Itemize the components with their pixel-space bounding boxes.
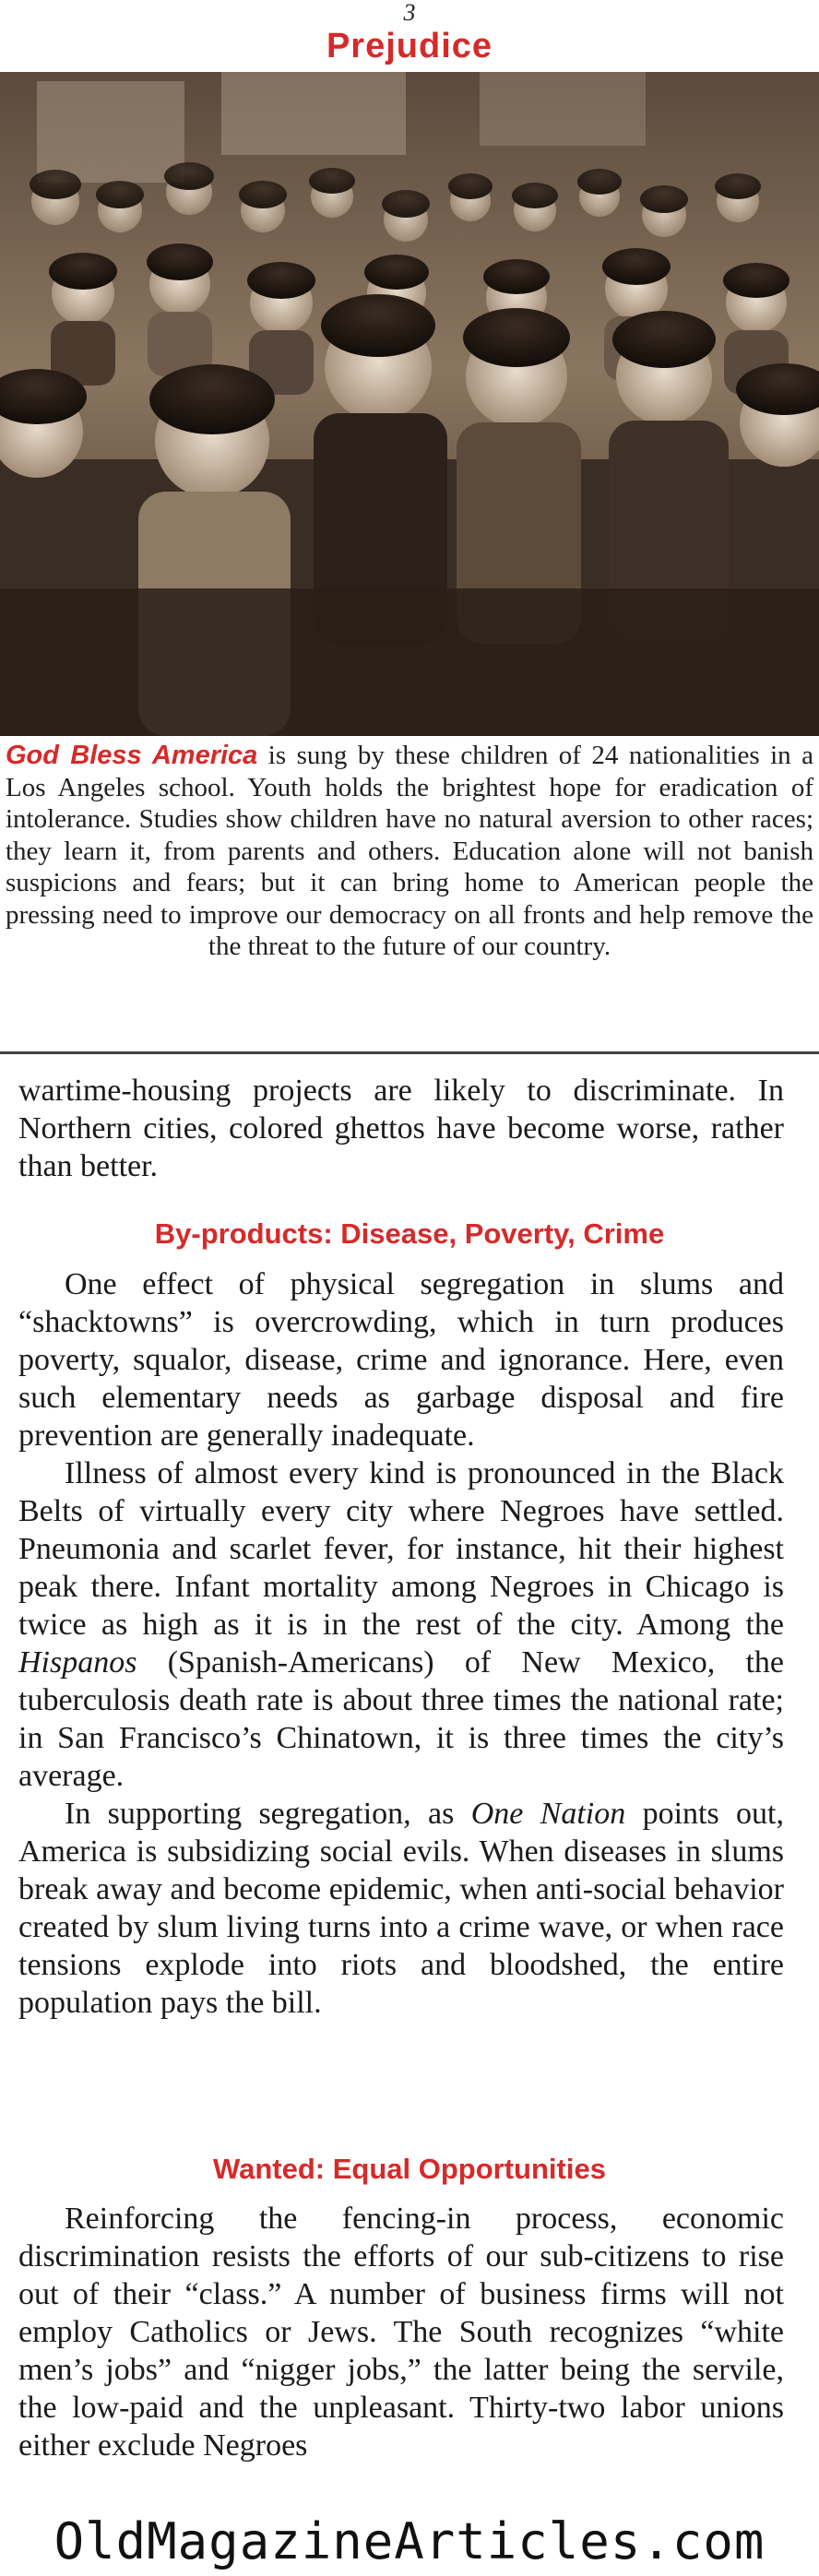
paragraph-italic: One Nation [470,1797,626,1831]
divider-rule [0,1051,819,1054]
section-body-byproducts [18,1265,784,2022]
photo-caption [6,740,813,963]
section-heading-opportunities: Wanted: Equal Opportunities [213,2153,606,2185]
article-intro [18,1072,784,1185]
paragraph [18,1795,784,2022]
paragraph: One effect of physical segregation in slums and “shacktowns” is overcrowding, which in turn produces poverty, squalor, disease, crime and ignorance. Here, even such elementary needs as garbage disposal and fire prevention are generally inadequate. [18,1267,784,1453]
site-watermark: OldMagazineArticles.com [0,2507,819,2576]
caption-text: is sung by these children of 24 nationalities in a Los Angeles school. Youth holds the brightest hope for eradication of intolerance. Studies show children have no natural aversion to other races; they learn it, from parents and others. Education alone will not banish suspicions and fears; but it can bring home to American people the pressing need to improve our democracy on all fronts and help remove the the threat to the future of our country. [6,741,813,961]
paragraph [18,1454,784,1795]
paragraph: Reinforcing the fencing-in process, economic discrimination resists the efforts of our sub-citizens to rise out of their “class.” A number of business firms will not employ Catholics or Jews. The South recognizes “white men’s jobs” and “nigger jobs,” the latter being the servile, the low-paid and the unpleasant. Thirty-two labor unions either exclude Negroes [18,2202,784,2463]
paragraph-text: Illness of almost every kind is pronounced in the Black Belts of virtually every city where Negroes have settled. Pneumonia and scarlet fever, for instance, hit their highest peak there. Infant mortality among Negroes in Chicago is twice as high as it is in the rest of the city. Among the [18,1456,784,1642]
caption-lead: God Bless America [6,741,258,770]
intro-paragraph: wartime-housing projects are likely to discriminate. In Northern cities, colored ghettos have become worse, rather than better. [18,1074,784,1183]
section-body-opportunities [18,2200,784,2464]
classroom-photo [0,72,819,736]
section-heading-byproducts: By-products: Disease, Poverty, Crime [154,1217,665,1250]
page-number: 3 [403,0,416,26]
paragraph-text: (Spanish-Americans) of New Mexico, the tuberculosis death rate is about three times the national rate; in San Francisco’s Chinatown, it is three times the city’s average. [18,1645,784,1793]
paragraph-text: points out, America is subsidizing social evils. When diseases in slums break away and become epidemic, when anti-social behavior created by slum living turns into a crime wave, or when race tensions explode into riots and bloodshed, the entire population pays the bill. [18,1797,785,2020]
paragraph-italic: Hispanos [18,1645,137,1680]
page-title: Prejudice [326,27,493,65]
classroom-photo-icon [0,72,819,736]
paragraph-text: In supporting segregation, as [65,1797,471,1831]
